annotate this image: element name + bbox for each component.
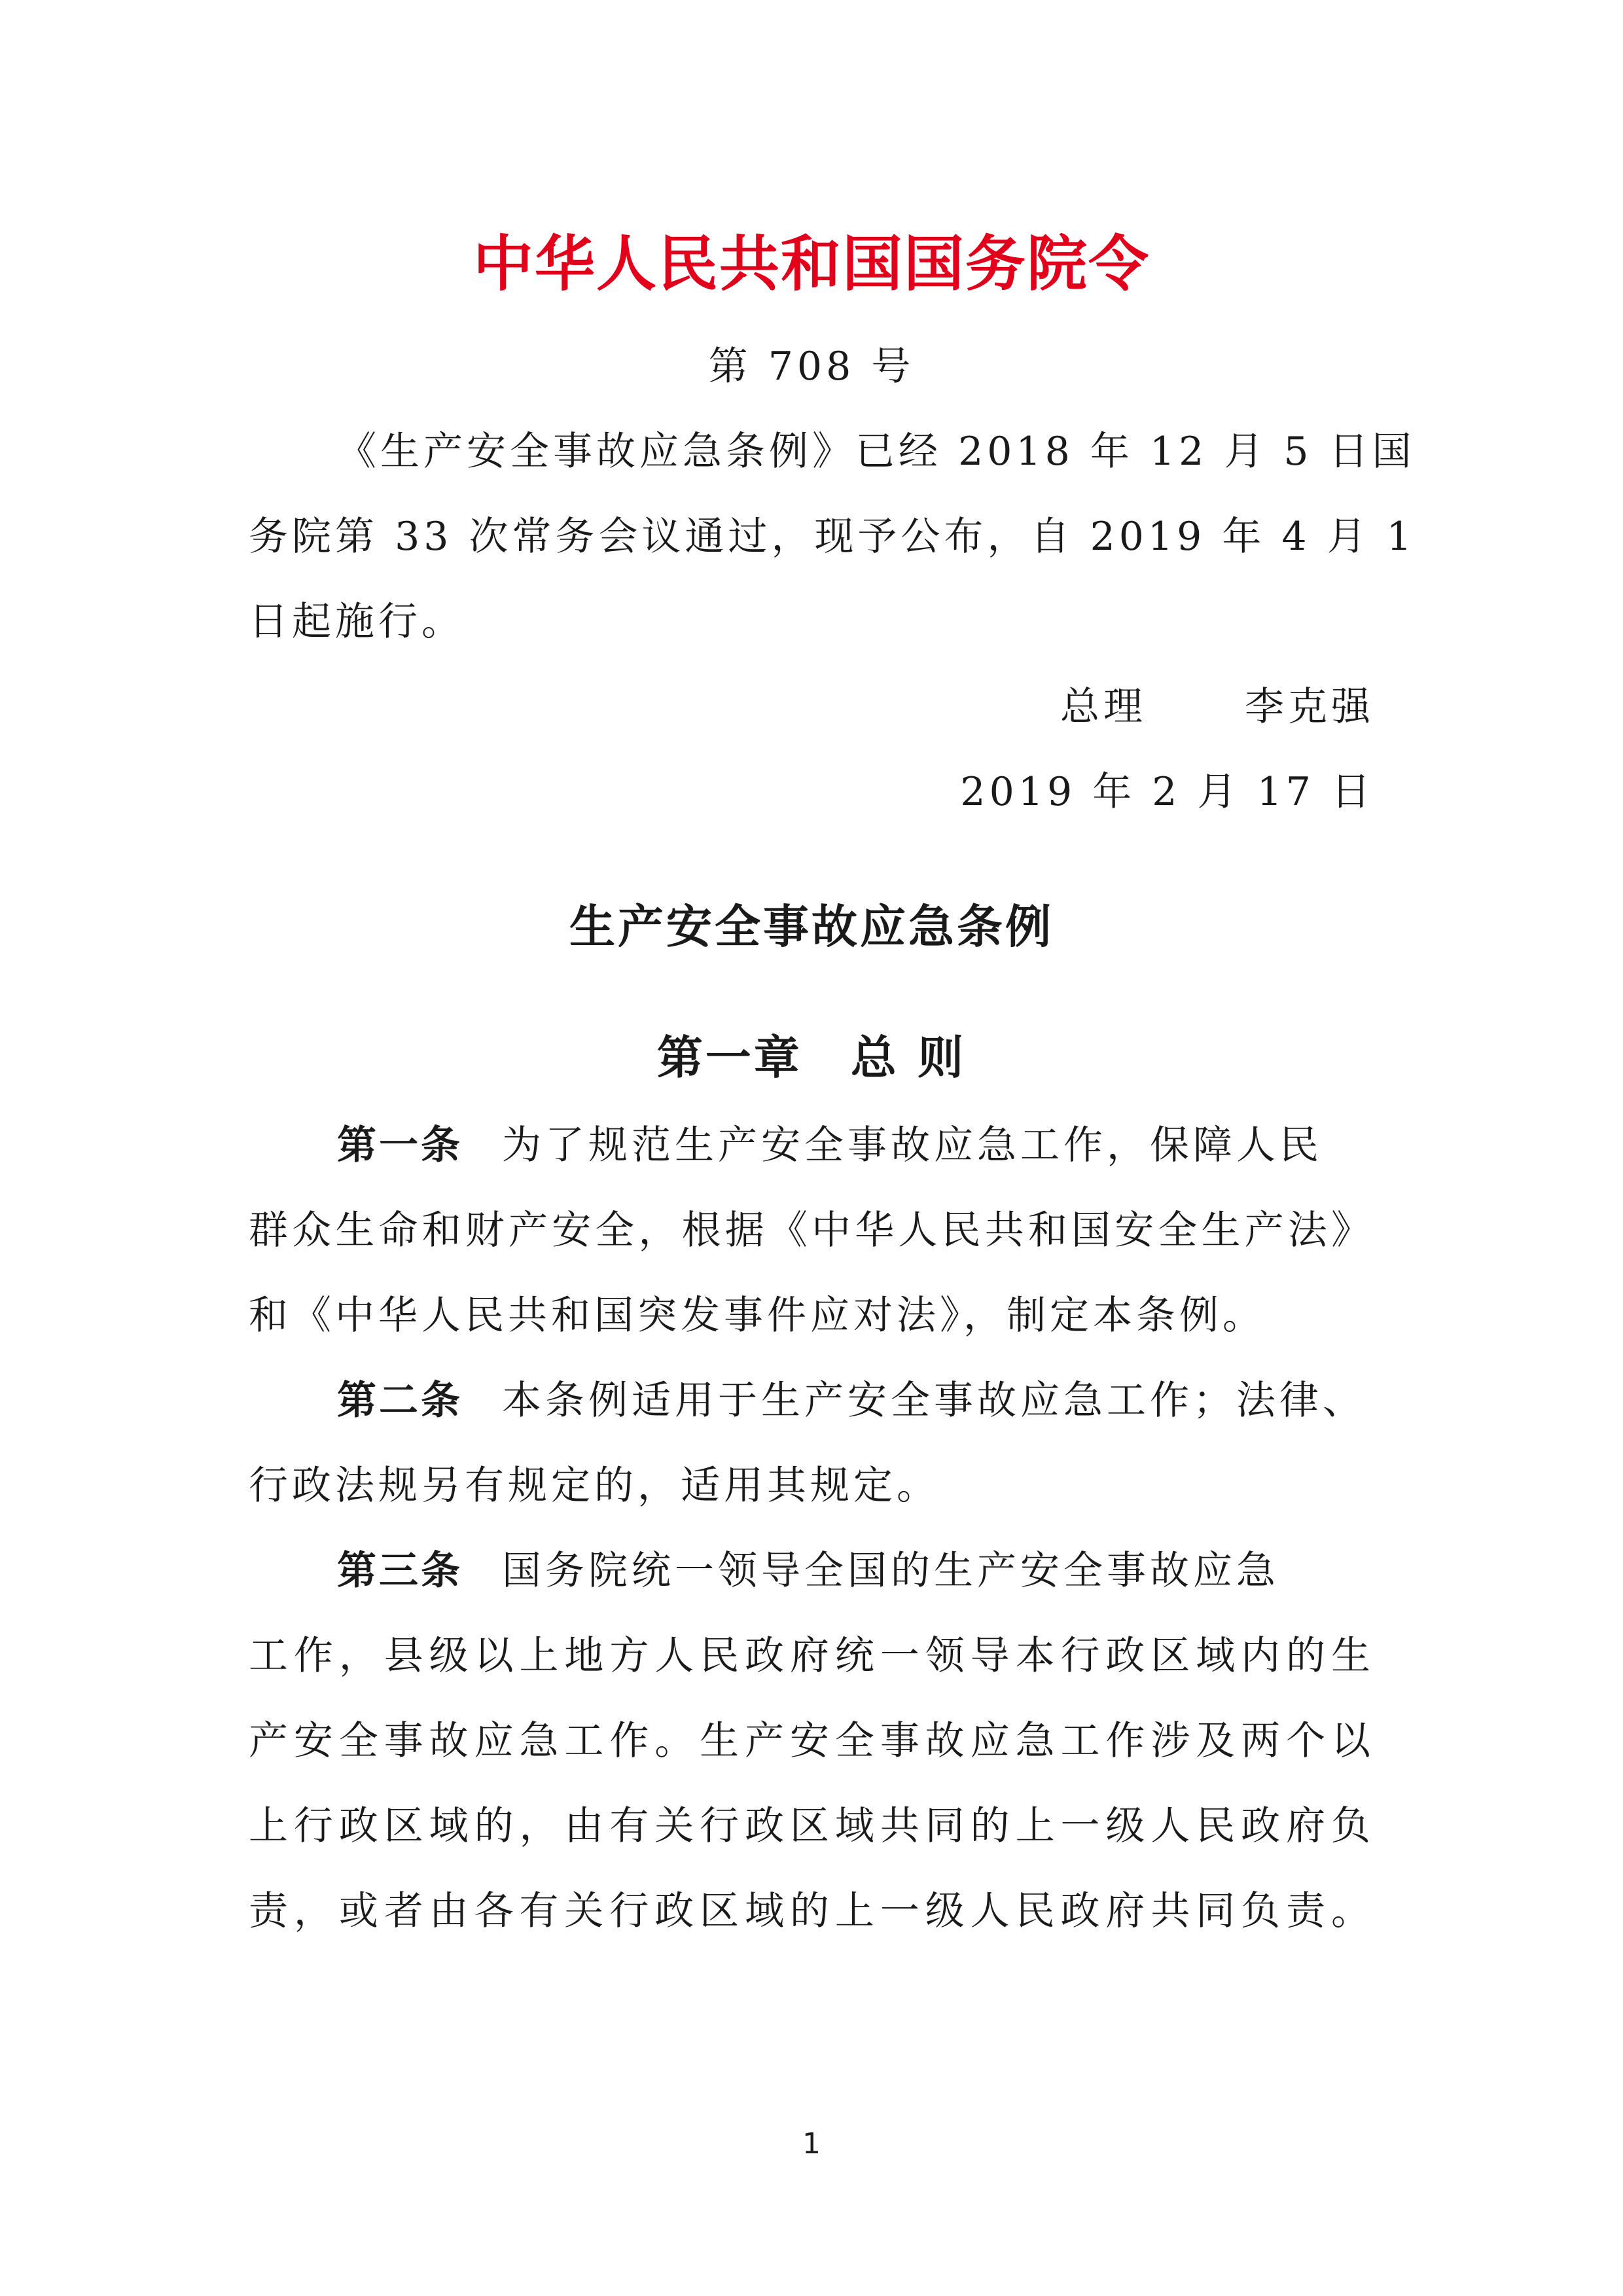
article-3-label: 第三条 xyxy=(337,1548,463,1594)
article-2-text: 本条例适用于生产安全事故应急工作；法律、 xyxy=(502,1378,1366,1424)
decree-date: 2019 年 2 月 17 日 xyxy=(960,769,1374,815)
article-3-text: 国务院统一领导全国的生产安全事故应急 xyxy=(502,1548,1279,1594)
article-1-text: 为了规范生产安全事故应急工作，保障人民 xyxy=(502,1122,1323,1168)
article-2-line-2: 行政法规另有规定的，适用其规定。 xyxy=(249,1463,940,1509)
decree-title: 中华人民共和国国务院令 xyxy=(473,228,1150,299)
signature xyxy=(1060,681,1374,733)
article-3-line-1 xyxy=(337,1545,1279,1597)
article-2-line-1 xyxy=(337,1374,1366,1427)
article-1-line-2: 群众生命和财产安全，根据《中华人民共和国安全生产法》 xyxy=(249,1208,1374,1253)
signer-name: 李克强 xyxy=(1245,684,1374,730)
article-1-line-1 xyxy=(337,1119,1323,1172)
article-1-line-3: 和《中华人民共和国突发事件应对法》，制定本条例。 xyxy=(249,1293,1266,1338)
article-2-label: 第二条 xyxy=(337,1378,463,1424)
page-number: 1 xyxy=(802,2127,821,2161)
article-1-label: 第一条 xyxy=(337,1122,463,1168)
article-3-line-2: 工作，县级以上地方人民政府统一领导本行政区域内的生 xyxy=(249,1633,1374,1679)
signer-title: 总理 xyxy=(1060,684,1147,730)
chapter-heading: 第一章 总 则 xyxy=(656,1031,967,1085)
decree-number: 第 708 号 xyxy=(708,344,915,389)
article-3-line-3: 产安全事故应急工作。生产安全事故应急工作涉及两个以 xyxy=(249,1718,1374,1764)
regulation-title: 生产安全事故应急条例 xyxy=(569,900,1054,954)
article-3-line-5: 责，或者由各有关行政区域的上一级人民政府共同负责。 xyxy=(249,1888,1374,1934)
decree-body-line-2: 务院第 33 次常务会议通过，现予公布，自 2019 年 4 月 1 xyxy=(249,514,1416,560)
decree-body-line-1: 《生产安全事故应急条例》已经 2018 年 12 月 5 日国 xyxy=(337,429,1416,475)
article-3-line-4: 上行政区域的，由有关行政区域共同的上一级人民政府负 xyxy=(249,1803,1374,1849)
decree-body-line-3: 日起施行。 xyxy=(249,599,465,645)
